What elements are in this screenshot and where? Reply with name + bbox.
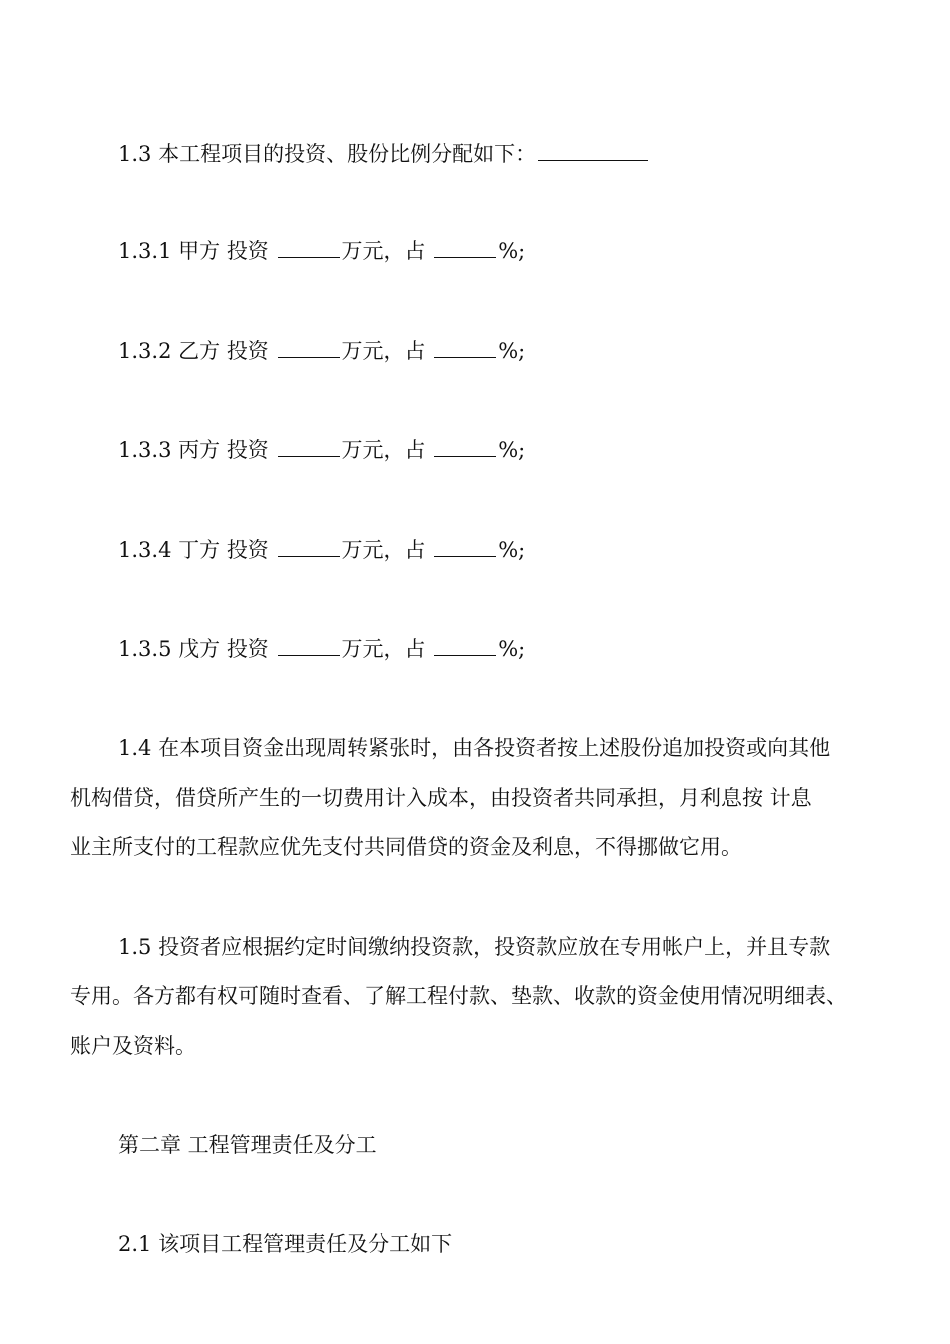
clause-text: 本工程项目的投资、股份比例分配如下： <box>158 142 537 166</box>
amount-blank[interactable] <box>278 336 340 358</box>
clause-1-3-5 <box>118 634 525 664</box>
percent-sign: %; <box>498 538 526 562</box>
invest-label: 投资 <box>226 239 269 263</box>
invest-label: 投资 <box>226 538 269 562</box>
amount-blank[interactable] <box>278 535 340 557</box>
invest-label: 投资 <box>226 637 269 661</box>
clause-1-3-1 <box>118 236 525 266</box>
chapter-heading: 第二章 工程管理责任及分工 <box>118 1133 377 1157</box>
amount-blank[interactable] <box>278 435 340 457</box>
percent-sign: %; <box>498 637 526 661</box>
unit-label: 万元，占 <box>341 438 426 462</box>
percent-sign: %; <box>498 339 526 363</box>
percent-sign: %; <box>498 438 526 462</box>
percent-blank[interactable] <box>434 634 496 656</box>
unit-label: 万元，占 <box>341 637 426 661</box>
clause-number: 1.3.4 <box>118 538 172 562</box>
clause-number: 1.3.2 <box>118 339 172 363</box>
clause-1-4-line-1: 1.4 在本项目资金出现周转紧张时，由各投资者按上述股份追加投资或向其他 <box>118 736 831 760</box>
party-name: 甲方 <box>178 239 221 263</box>
clause-1-3-3 <box>118 435 525 465</box>
unit-label: 万元，占 <box>341 339 426 363</box>
clause-number: 1.3.5 <box>118 637 172 661</box>
clause-number: 1.3 <box>118 142 152 166</box>
amount-blank[interactable] <box>278 236 340 258</box>
unit-label: 万元，占 <box>341 538 426 562</box>
percent-blank[interactable] <box>434 435 496 457</box>
clause-1-3-2 <box>118 336 525 366</box>
amount-blank[interactable] <box>278 634 340 656</box>
party-name: 丙方 <box>178 438 221 462</box>
percent-sign: %; <box>498 239 526 263</box>
invest-label: 投资 <box>226 438 269 462</box>
clause-1-5-line-1: 1.5 投资者应根据约定时间缴纳投资款，投资款应放在专用帐户上，并且专款 <box>118 935 831 959</box>
clause-number: 1.3.1 <box>118 239 172 263</box>
percent-blank[interactable] <box>434 336 496 358</box>
party-name: 戊方 <box>178 637 221 661</box>
party-name: 乙方 <box>178 339 221 363</box>
clause-1-3-4 <box>118 535 525 565</box>
clause-2-1: 2.1 该项目工程管理责任及分工如下 <box>118 1232 453 1256</box>
clause-1-4-line-3: 业主所支付的工程款应优先支付共同借贷的资金及利息，不得挪做它用。 <box>70 835 742 859</box>
clause-1-3 <box>118 139 650 169</box>
unit-label: 万元，占 <box>341 239 426 263</box>
clause-1-4-line-2: 机构借贷，借贷所产生的一切费用计入成本，由投资者共同承担，月利息按 计息 <box>70 786 812 810</box>
percent-blank[interactable] <box>434 535 496 557</box>
clause-1-5-line-3: 账户及资料。 <box>70 1034 196 1058</box>
fill-blank[interactable] <box>538 139 648 161</box>
party-name: 丁方 <box>178 538 221 562</box>
clause-1-5-line-2: 专用。各方都有权可随时查看、了解工程付款、垫款、收款的资金使用情况明细表、 <box>70 984 847 1008</box>
percent-blank[interactable] <box>434 236 496 258</box>
invest-label: 投资 <box>226 339 269 363</box>
clause-number: 1.3.3 <box>118 438 172 462</box>
